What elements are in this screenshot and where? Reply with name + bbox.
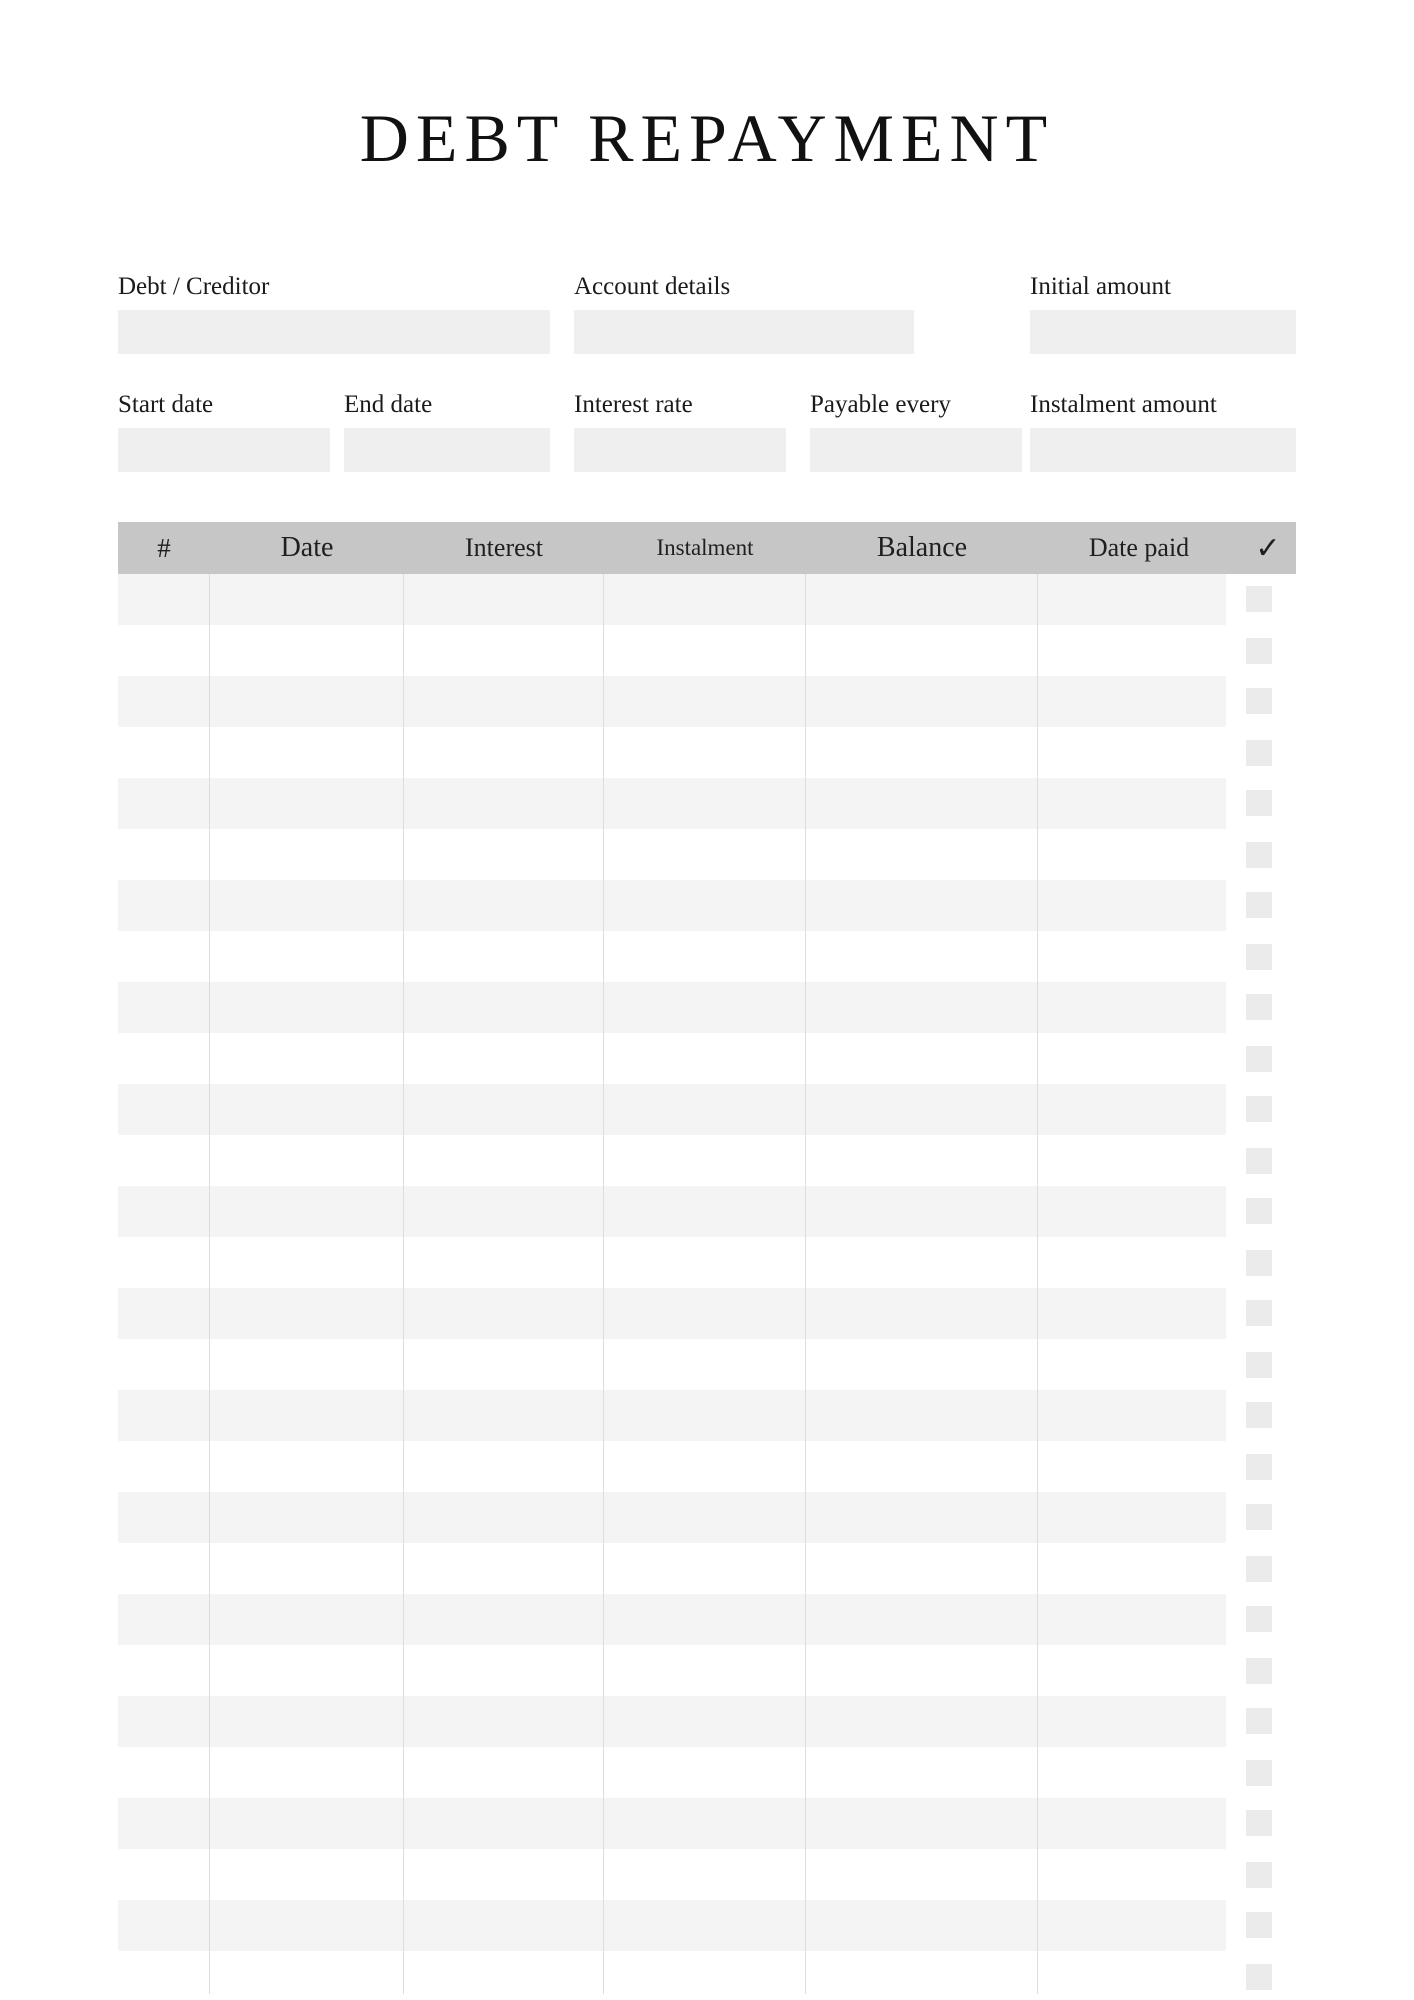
table-cell-paid[interactable] [1038, 1237, 1226, 1288]
table-cell-bal[interactable] [806, 1084, 1038, 1135]
table-cell-num[interactable] [118, 1543, 210, 1594]
table-cell-date[interactable] [210, 1288, 404, 1339]
table-cell-date[interactable] [210, 1747, 404, 1798]
table-cell-date[interactable] [210, 778, 404, 829]
table-cell-inst[interactable] [604, 727, 806, 778]
table-row[interactable] [118, 1237, 1296, 1288]
table-cell-bal[interactable] [806, 1645, 1038, 1696]
table-row[interactable] [118, 574, 1296, 625]
table-cell-bal[interactable] [806, 676, 1038, 727]
field-end-date [344, 390, 550, 472]
field-label-account-details: Account details [574, 273, 731, 300]
table-row-cells [118, 625, 1226, 676]
field-label-interest-rate: Interest rate [574, 391, 693, 418]
table-cell-date[interactable] [210, 1849, 404, 1900]
table-row[interactable] [118, 1798, 1296, 1849]
table-cell-inst[interactable] [604, 1390, 806, 1441]
table-cell-bal[interactable] [806, 1747, 1038, 1798]
table-cell-inst[interactable] [604, 1645, 806, 1696]
table-cell-bal[interactable] [806, 1798, 1038, 1849]
table-row-cells [118, 574, 1226, 625]
table-cell-inst[interactable] [604, 1492, 806, 1543]
table-row-cells [118, 1441, 1226, 1492]
table-row-cells [118, 1288, 1226, 1339]
table-row-cells [118, 1951, 1226, 1994]
table-cell-int[interactable] [404, 1237, 604, 1288]
table-cell-date[interactable] [210, 1339, 404, 1390]
column-header-date: Date [280, 532, 334, 563]
table-cell-num[interactable] [118, 1696, 210, 1747]
table-cell-paid[interactable] [1038, 1441, 1226, 1492]
field-input-end-date[interactable] [344, 428, 550, 472]
table-cell-paid[interactable] [1038, 1135, 1226, 1186]
table-cell-paid[interactable] [1038, 1798, 1226, 1849]
table-cell-bal[interactable] [806, 778, 1038, 829]
table-cell-paid[interactable] [1038, 880, 1226, 931]
table-cell-int[interactable] [404, 778, 604, 829]
table-row[interactable] [118, 1543, 1296, 1594]
table-cell-date[interactable] [210, 982, 404, 1033]
table-cell-inst[interactable] [604, 880, 806, 931]
table-cell-inst[interactable] [604, 1798, 806, 1849]
column-header-interest: Interest [465, 533, 543, 562]
table-cell-inst[interactable] [604, 1441, 806, 1492]
table-cell-date[interactable] [210, 1186, 404, 1237]
page-title: DEBT REPAYMENT [359, 100, 1055, 176]
table-cell-int[interactable] [404, 1186, 604, 1237]
table-cell-int[interactable] [404, 1390, 604, 1441]
row-checkbox[interactable] [1246, 1148, 1272, 1174]
table-cell-inst[interactable] [604, 676, 806, 727]
table-cell-int[interactable] [404, 676, 604, 727]
table-row[interactable] [118, 829, 1296, 880]
table-cell-bal[interactable] [806, 1135, 1038, 1186]
row-checkbox[interactable] [1246, 1402, 1272, 1428]
table-cell-int[interactable] [404, 1951, 604, 1994]
row-checkbox[interactable] [1246, 1046, 1272, 1072]
table-cell-num[interactable] [118, 1339, 210, 1390]
table-row[interactable] [118, 676, 1296, 727]
table-row-cells [118, 1186, 1226, 1237]
table-cell-date[interactable] [210, 829, 404, 880]
table-cell-num[interactable] [118, 1492, 210, 1543]
table-row[interactable] [118, 727, 1296, 778]
row-checkbox[interactable] [1246, 944, 1272, 970]
table-row[interactable] [118, 1900, 1296, 1951]
table-cell-paid[interactable] [1038, 1594, 1226, 1645]
table-cell-num[interactable] [118, 1135, 210, 1186]
table-row[interactable] [118, 1339, 1296, 1390]
table-row-cells [118, 982, 1226, 1033]
table-row[interactable] [118, 1645, 1296, 1696]
table-cell-num[interactable] [118, 1390, 210, 1441]
table-cell-int[interactable] [404, 1288, 604, 1339]
table-row[interactable] [118, 1288, 1296, 1339]
table-cell-bal[interactable] [806, 1900, 1038, 1951]
table-cell-int[interactable] [404, 1849, 604, 1900]
row-checkbox[interactable] [1246, 1352, 1272, 1378]
table-cell-int[interactable] [404, 1339, 604, 1390]
table-cell-int[interactable] [404, 574, 604, 625]
table-row[interactable] [118, 625, 1296, 676]
table-cell-inst[interactable] [604, 1237, 806, 1288]
table-cell-num[interactable] [118, 1798, 210, 1849]
table-cell-date[interactable] [210, 676, 404, 727]
row-checkbox[interactable] [1246, 1504, 1272, 1530]
table-row[interactable] [118, 1084, 1296, 1135]
table-row[interactable] [118, 1186, 1296, 1237]
field-account-details [574, 272, 914, 354]
table-cell-date[interactable] [210, 1492, 404, 1543]
table-cell-int[interactable] [404, 1441, 604, 1492]
row-checkbox[interactable] [1246, 1708, 1272, 1734]
table-cell-int[interactable] [404, 1594, 604, 1645]
table-cell-inst[interactable] [604, 1747, 806, 1798]
table-row-cells [118, 676, 1226, 727]
table-row[interactable] [118, 982, 1296, 1033]
row-checkbox[interactable] [1246, 1658, 1272, 1684]
table-row[interactable] [118, 1696, 1296, 1747]
table-cell-int[interactable] [404, 982, 604, 1033]
table-row[interactable] [118, 1492, 1296, 1543]
table-cell-date[interactable] [210, 574, 404, 625]
column-header-instalment: Instalment [656, 535, 754, 560]
row-checkbox[interactable] [1246, 688, 1272, 714]
table-cell-paid[interactable] [1038, 778, 1226, 829]
table-row-cells [118, 1339, 1226, 1390]
column-header-balance: Balance [876, 532, 968, 563]
table-cell-inst[interactable] [604, 1594, 806, 1645]
table-cell-date[interactable] [210, 1084, 404, 1135]
table-cell-date[interactable] [210, 1798, 404, 1849]
table-cell-bal[interactable] [806, 829, 1038, 880]
table-cell-date[interactable] [210, 1900, 404, 1951]
table-cell-bal[interactable] [806, 1288, 1038, 1339]
table-cell-paid[interactable] [1038, 982, 1226, 1033]
table-row-cells [118, 1390, 1226, 1441]
table-row-cells [118, 931, 1226, 982]
info-row-2 [118, 390, 1296, 502]
table-cell-num[interactable] [118, 1288, 210, 1339]
row-checkbox[interactable] [1246, 1606, 1272, 1632]
field-label-payable-every: Payable every [810, 391, 951, 418]
table-cell-paid[interactable] [1038, 1696, 1226, 1747]
table-cell-inst[interactable] [604, 1849, 806, 1900]
table-cell-paid[interactable] [1038, 1900, 1226, 1951]
table-cell-int[interactable] [404, 931, 604, 982]
table-cell-int[interactable] [404, 1900, 604, 1951]
row-checkbox[interactable] [1246, 638, 1272, 664]
table-cell-num[interactable] [118, 1033, 210, 1084]
field-label-instalment-amount: Instalment amount [1030, 391, 1217, 418]
table-cell-date[interactable] [210, 1390, 404, 1441]
table-cell-int[interactable] [404, 880, 604, 931]
table-row[interactable] [118, 1849, 1296, 1900]
field-input-debt-creditor[interactable] [118, 310, 550, 354]
info-row-1 [118, 272, 1296, 390]
row-checkbox[interactable] [1246, 1912, 1272, 1938]
field-label-end-date: End date [344, 391, 433, 418]
row-checkbox[interactable] [1246, 1556, 1272, 1582]
table-cell-num[interactable] [118, 676, 210, 727]
table-row-cells [118, 727, 1226, 778]
table-cell-paid[interactable] [1038, 1951, 1226, 1994]
row-checkbox[interactable] [1246, 1096, 1272, 1122]
table-cell-int[interactable] [404, 1645, 604, 1696]
table-body [118, 574, 1296, 1994]
row-checkbox[interactable] [1246, 1250, 1272, 1276]
table-row-cells [118, 1900, 1226, 1951]
row-checkbox[interactable] [1246, 790, 1272, 816]
row-checkbox[interactable] [1246, 586, 1272, 612]
table-cell-date[interactable] [210, 1696, 404, 1747]
info-section [118, 272, 1296, 502]
table-cell-bal[interactable] [806, 1951, 1038, 1994]
table-cell-num[interactable] [118, 778, 210, 829]
table-row-cells [118, 1084, 1226, 1135]
table-row[interactable] [118, 1951, 1296, 1994]
table-cell-paid[interactable] [1038, 574, 1226, 625]
table-cell-inst[interactable] [604, 1084, 806, 1135]
table-row-cells [118, 1849, 1226, 1900]
table-row-cells [118, 1492, 1226, 1543]
table-cell-bal[interactable] [806, 727, 1038, 778]
column-header-date-paid: Date paid [1088, 533, 1190, 562]
table-cell-num[interactable] [118, 1900, 210, 1951]
table-cell-paid[interactable] [1038, 1033, 1226, 1084]
table-cell-inst[interactable] [604, 778, 806, 829]
table-row[interactable] [118, 1033, 1296, 1084]
table-cell-num[interactable] [118, 1645, 210, 1696]
table-row[interactable] [118, 1390, 1296, 1441]
table-row[interactable] [118, 931, 1296, 982]
table-cell-paid[interactable] [1038, 1339, 1226, 1390]
table-cell-num[interactable] [118, 1441, 210, 1492]
table-cell-int[interactable] [404, 1798, 604, 1849]
table-cell-inst[interactable] [604, 574, 806, 625]
table-cell-int[interactable] [404, 1747, 604, 1798]
table-cell-inst[interactable] [604, 1033, 806, 1084]
table-cell-paid[interactable] [1038, 931, 1226, 982]
table-cell-int[interactable] [404, 625, 604, 676]
field-instalment-amount [1030, 390, 1296, 472]
table-cell-paid[interactable] [1038, 1645, 1226, 1696]
row-checkbox[interactable] [1246, 892, 1272, 918]
table-row-cells [118, 1237, 1226, 1288]
table-cell-date[interactable] [210, 1543, 404, 1594]
table-row[interactable] [118, 778, 1296, 829]
row-checkbox[interactable] [1246, 1198, 1272, 1224]
table-cell-inst[interactable] [604, 1135, 806, 1186]
field-debt-creditor [118, 272, 550, 354]
table-cell-inst[interactable] [604, 1696, 806, 1747]
row-checkbox[interactable] [1246, 1964, 1272, 1990]
table-cell-int[interactable] [404, 829, 604, 880]
table-cell-paid[interactable] [1038, 1288, 1226, 1339]
table-cell-bal[interactable] [806, 982, 1038, 1033]
table-cell-date[interactable] [210, 1951, 404, 1994]
row-checkbox[interactable] [1246, 994, 1272, 1020]
field-payable-every [810, 390, 1022, 472]
table-cell-int[interactable] [404, 727, 604, 778]
row-checkbox[interactable] [1246, 740, 1272, 766]
table-cell-inst[interactable] [604, 1339, 806, 1390]
repayment-table [118, 522, 1296, 1994]
table-cell-date[interactable] [210, 931, 404, 982]
table-cell-bal[interactable] [806, 1492, 1038, 1543]
table-cell-date[interactable] [210, 1033, 404, 1084]
table-row[interactable] [118, 1441, 1296, 1492]
table-row[interactable] [118, 1594, 1296, 1645]
row-checkbox[interactable] [1246, 1300, 1272, 1326]
table-cell-inst[interactable] [604, 1900, 806, 1951]
table-cell-bal[interactable] [806, 1696, 1038, 1747]
table-cell-int[interactable] [404, 1135, 604, 1186]
table-cell-inst[interactable] [604, 1288, 806, 1339]
table-cell-bal[interactable] [806, 625, 1038, 676]
table-row-cells [118, 778, 1226, 829]
table-cell-inst[interactable] [604, 931, 806, 982]
table-cell-inst[interactable] [604, 1951, 806, 1994]
table-cell-paid[interactable] [1038, 625, 1226, 676]
table-cell-paid[interactable] [1038, 829, 1226, 880]
table-cell-paid[interactable] [1038, 1543, 1226, 1594]
row-checkbox[interactable] [1246, 1454, 1272, 1480]
table-cell-num[interactable] [118, 931, 210, 982]
table-row-cells [118, 1798, 1226, 1849]
table-cell-paid[interactable] [1038, 676, 1226, 727]
table-cell-paid[interactable] [1038, 1390, 1226, 1441]
table-header-row [118, 522, 1296, 574]
table-row-cells [118, 880, 1226, 931]
table-cell-paid[interactable] [1038, 1849, 1226, 1900]
table-cell-num[interactable] [118, 1747, 210, 1798]
table-cell-date[interactable] [210, 1135, 404, 1186]
table-cell-date[interactable] [210, 1237, 404, 1288]
field-label-start-date: Start date [118, 391, 214, 418]
table-cell-num[interactable] [118, 829, 210, 880]
field-input-start-date[interactable] [118, 428, 330, 472]
table-cell-bal[interactable] [806, 1594, 1038, 1645]
table-row[interactable] [118, 1747, 1296, 1798]
table-cell-date[interactable] [210, 880, 404, 931]
table-cell-bal[interactable] [806, 1339, 1038, 1390]
table-cell-bal[interactable] [806, 1033, 1038, 1084]
field-input-payable-every[interactable] [810, 428, 1022, 472]
table-cell-date[interactable] [210, 1441, 404, 1492]
row-checkbox[interactable] [1246, 1760, 1272, 1786]
field-label-debt-creditor: Debt / Creditor [118, 273, 270, 300]
table-cell-date[interactable] [210, 625, 404, 676]
table-row-cells [118, 1135, 1226, 1186]
row-checkbox[interactable] [1246, 1810, 1272, 1836]
table-cell-paid[interactable] [1038, 1084, 1226, 1135]
field-input-instalment-amount[interactable] [1030, 428, 1296, 472]
table-cell-bal[interactable] [806, 1237, 1038, 1288]
table-row-cells [118, 829, 1226, 880]
field-input-interest-rate[interactable] [574, 428, 786, 472]
table-cell-num[interactable] [118, 1594, 210, 1645]
table-cell-inst[interactable] [604, 982, 806, 1033]
table-cell-date[interactable] [210, 1645, 404, 1696]
table-cell-num[interactable] [118, 1186, 210, 1237]
table-cell-bal[interactable] [806, 931, 1038, 982]
table-cell-num[interactable] [118, 982, 210, 1033]
table-cell-inst[interactable] [604, 829, 806, 880]
field-start-date [118, 390, 330, 472]
table-cell-int[interactable] [404, 1696, 604, 1747]
table-cell-paid[interactable] [1038, 727, 1226, 778]
table-cell-bal[interactable] [806, 1441, 1038, 1492]
table-cell-num[interactable] [118, 574, 210, 625]
table-cell-bal[interactable] [806, 1543, 1038, 1594]
field-input-initial-amount[interactable] [1030, 310, 1296, 354]
table-cell-date[interactable] [210, 727, 404, 778]
table-cell-bal[interactable] [806, 1186, 1038, 1237]
table-row[interactable] [118, 1135, 1296, 1186]
table-cell-num[interactable] [118, 1237, 210, 1288]
table-cell-int[interactable] [404, 1543, 604, 1594]
table-cell-num[interactable] [118, 1849, 210, 1900]
table-row-cells [118, 1747, 1226, 1798]
field-label-initial-amount: Initial amount [1030, 273, 1171, 300]
row-checkbox[interactable] [1246, 842, 1272, 868]
table-cell-num[interactable] [118, 1084, 210, 1135]
table-cell-num[interactable] [118, 727, 210, 778]
field-input-account-details[interactable] [574, 310, 914, 354]
table-cell-num[interactable] [118, 880, 210, 931]
table-cell-bal[interactable] [806, 574, 1038, 625]
table-row[interactable] [118, 880, 1296, 931]
table-cell-num[interactable] [118, 625, 210, 676]
table-row-cells [118, 1696, 1226, 1747]
table-cell-int[interactable] [404, 1084, 604, 1135]
table-row-cells [118, 1033, 1226, 1084]
table-cell-date[interactable] [210, 1594, 404, 1645]
column-header-number: # [157, 532, 171, 563]
table-cell-paid[interactable] [1038, 1747, 1226, 1798]
table-row-cells [118, 1594, 1226, 1645]
table-cell-inst[interactable] [604, 625, 806, 676]
table-cell-bal[interactable] [806, 1390, 1038, 1441]
field-initial-amount [1030, 272, 1296, 354]
table-row-cells [118, 1645, 1226, 1696]
row-checkbox[interactable] [1246, 1862, 1272, 1888]
table-cell-inst[interactable] [604, 1186, 806, 1237]
checkmark-icon: ✓ [1255, 531, 1281, 565]
table-cell-paid[interactable] [1038, 1492, 1226, 1543]
table-cell-int[interactable] [404, 1492, 604, 1543]
table-row-cells [118, 1543, 1226, 1594]
field-interest-rate [574, 390, 786, 472]
table-cell-inst[interactable] [604, 1543, 806, 1594]
table-cell-int[interactable] [404, 1033, 604, 1084]
table-cell-num[interactable] [118, 1951, 210, 1994]
table-cell-bal[interactable] [806, 1849, 1038, 1900]
table-cell-bal[interactable] [806, 880, 1038, 931]
table-cell-paid[interactable] [1038, 1186, 1226, 1237]
